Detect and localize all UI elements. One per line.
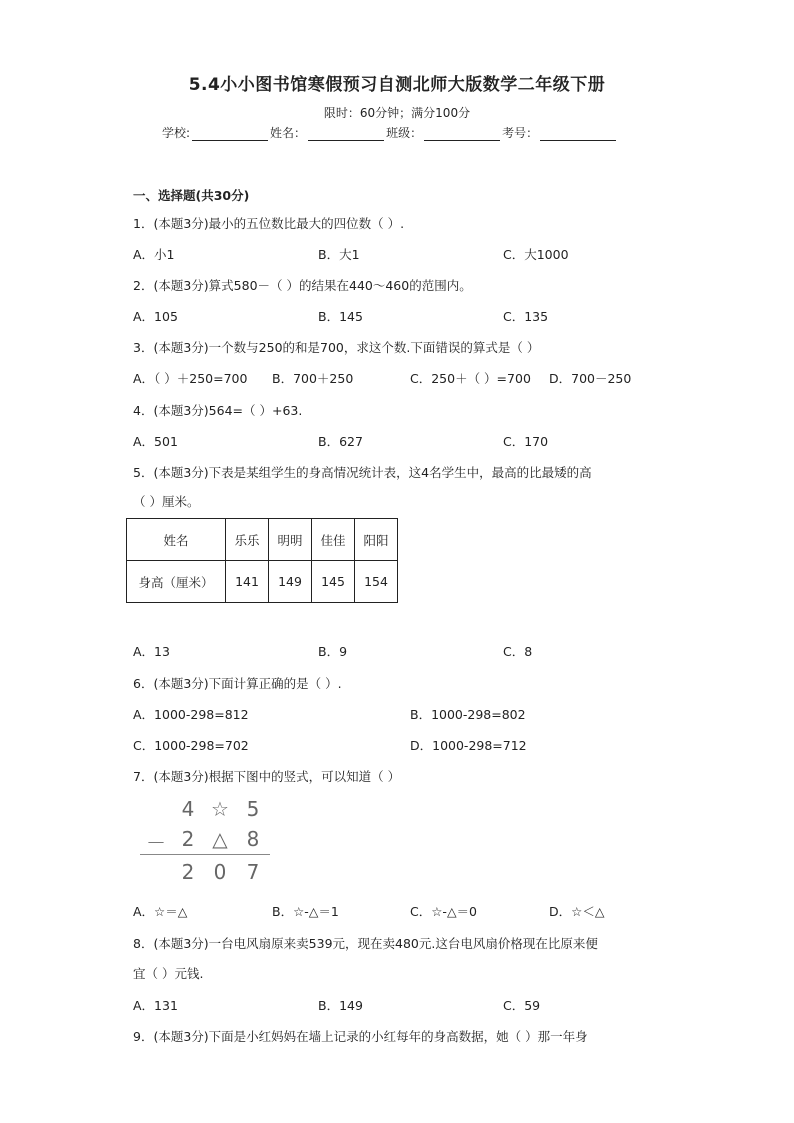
vertical-digit: 2 [181,860,195,884]
q1-option-c[interactable]: C．大1000 [503,247,569,262]
table-row [127,519,398,561]
vertical-digit: 8 [246,827,260,851]
table-header-cell: 姓名 [127,519,226,561]
question-3-stem: 3．(本题3分)一个数与250的和是700，求这个数.下面错误的算式是（ ） [133,340,540,355]
q2-option-b[interactable]: B．145 [318,309,363,324]
vertical-digit: 0 [213,860,227,884]
triangle-digit: △ [212,827,228,851]
question-5-stem-cont: （ ）厘米。 [133,494,200,509]
question-7-stem: 7．(本题3分)根据下图中的竖式，可以知道（ ） [133,769,401,784]
table-row [127,561,398,603]
vertical-digit: 7 [246,860,260,884]
table-cell: 149 [269,561,312,603]
section-title: 一、选择题(共30分) [133,188,250,203]
vertical-digit: 4 [181,797,195,821]
q4-option-c[interactable]: C．170 [503,434,549,449]
table-cell: 145 [312,561,355,603]
question-9-stem: 9．(本题3分)下面是小红妈妈在墙上记录的小红每年的身高数据，她（ ）那一年身 [133,1029,588,1044]
q5-option-a[interactable]: A．13 [133,644,170,659]
table-header-cell: 乐乐 [226,519,269,561]
time-limit: 限时：60分钟；满分100分 [323,106,471,120]
q1-option-b[interactable]: B．大1 [318,247,360,262]
vertical-digit: 5 [246,797,260,821]
vertical-digit: 2 [181,827,195,851]
table-cell: 141 [226,561,269,603]
name-blank[interactable] [308,126,384,141]
q5-option-c[interactable]: C．8 [503,644,533,659]
q3-option-b[interactable]: B．700＋250 [272,371,354,386]
q4-option-a[interactable]: A．501 [133,434,178,449]
q7-option-d[interactable]: D．☆＜△ [549,904,605,919]
name-label: 姓名： [270,126,307,140]
q6-option-a[interactable]: A．1000-298=812 [133,707,249,722]
q1-option-a[interactable]: A．小1 [133,247,175,262]
page-title: 5.4小小图书馆寒假预习自测北师大版数学二年级下册 [188,75,606,95]
exam-no-blank[interactable] [540,126,616,141]
question-2-stem: 2．(本题3分)算式580－（ ）的结果在440～460的范围内。 [133,278,472,293]
q2-option-c[interactable]: C．135 [503,309,549,324]
q8-option-b[interactable]: B．149 [318,998,363,1013]
q6-option-c[interactable]: C．1000-298=702 [133,738,249,753]
q2-option-a[interactable]: A．105 [133,309,178,324]
q5-option-b[interactable]: B．9 [318,644,348,659]
q6-option-b[interactable]: B．1000-298=802 [410,707,526,722]
q7-option-a[interactable]: A．☆＝△ [133,904,188,919]
question-4-stem: 4．(本题3分)564=（ ）+63. [133,403,303,418]
q7-option-b[interactable]: B．☆-△＝1 [272,904,339,919]
q4-option-b[interactable]: B．627 [318,434,363,449]
q3-option-a[interactable]: A．（ ）＋250=700 [133,371,248,386]
table-header-cell: 佳佳 [312,519,355,561]
subtraction-rule [140,854,270,855]
q3-option-d[interactable]: D．700－250 [549,371,632,386]
q8-option-c[interactable]: C．59 [503,998,541,1013]
star-digit: ☆ [211,797,229,821]
question-8-stem: 8．(本题3分)一台电风扇原来卖539元，现在卖480元.这台电风扇价格现在比原来便 [133,936,598,951]
class-label: 班级： [386,126,423,140]
question-1-stem: 1．(本题3分)最小的五位数比最大的四位数（ ）. [133,216,405,231]
q3-option-c[interactable]: C．250＋（ ）=700 [410,371,531,386]
q6-option-d[interactable]: D．1000-298=712 [410,738,527,753]
question-5-stem: 5．(本题3分)下表是某组学生的身高情况统计表，这4名学生中，最高的比最矮的高 [133,465,592,480]
table-header-cell: 明明 [269,519,312,561]
height-table [126,518,398,603]
table-cell: 154 [355,561,398,603]
table-cell: 身高（厘米） [127,561,226,603]
question-6-stem: 6．(本题3分)下面计算正确的是（ ）. [133,676,342,691]
question-8-stem-cont: 宜（ ）元钱. [133,966,204,981]
q8-option-a[interactable]: A．131 [133,998,178,1013]
vertical-subtraction [140,793,280,893]
school-label: 学校: [162,126,191,140]
table-header-cell: 阳阳 [355,519,398,561]
school-blank[interactable] [192,126,268,141]
q7-option-c[interactable]: C．☆-△＝0 [410,904,478,919]
class-blank[interactable] [424,126,500,141]
student-info-row [162,124,618,141]
exam-no-label: 考号： [502,126,539,140]
minus-sign: － [146,831,166,855]
